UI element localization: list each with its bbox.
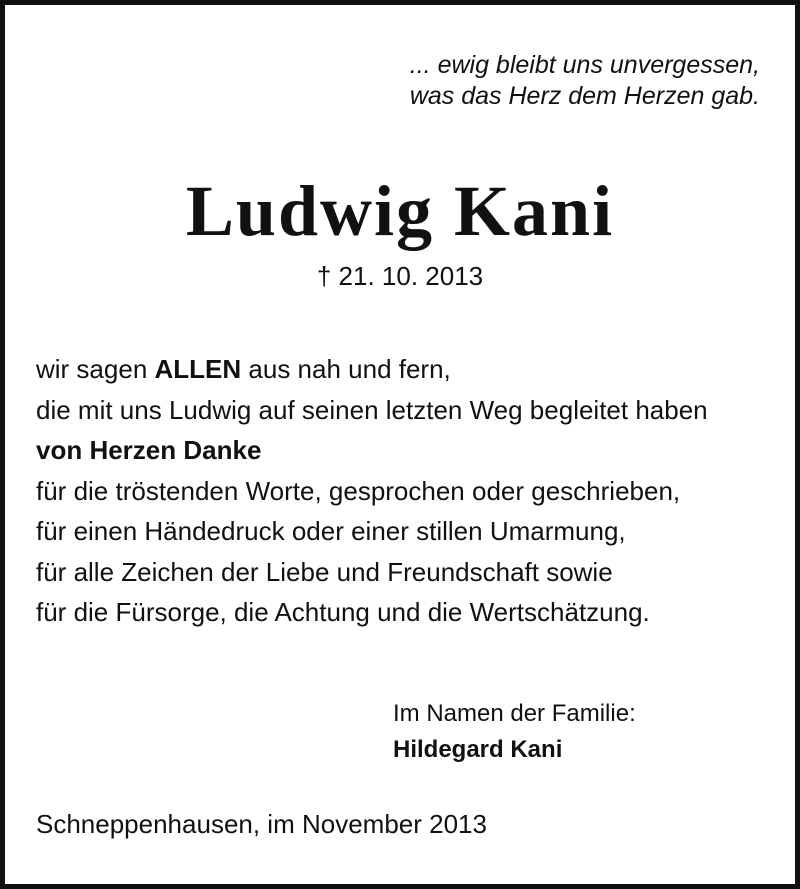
place-date: Schneppenhausen, im November 2013: [36, 809, 487, 839]
body-line-2: die mit uns Ludwig auf seinen letzten Weg begleitet haben: [36, 394, 708, 425]
body-line-1-post: aus nah und fern,: [241, 354, 451, 384]
deceased-name: Ludwig Kani: [185, 171, 615, 251]
body-line-3: von Herzen Danke: [36, 435, 262, 465]
signature-name: Hildegard Kani: [393, 736, 563, 763]
body-line-7: für die Fürsorge, die Achtung und die Wertschätzung.: [36, 597, 650, 627]
motto-line-1: ... ewig bleibt uns unvergessen,: [409, 51, 760, 79]
body-line-1-pre: wir sagen: [36, 354, 155, 384]
motto-line-2: was das Herz dem Herzen gab.: [409, 82, 760, 110]
body-line-1-bold: ALLEN: [154, 354, 242, 384]
motto-quote: [410, 50, 760, 112]
thank-you-text: [36, 349, 708, 633]
signature-intro: Im Namen der Familie:: [393, 700, 636, 727]
body-line-6: für alle Zeichen der Liebe und Freundschaft sowie: [36, 556, 613, 587]
death-date: † 21. 10. 2013: [316, 261, 484, 291]
body-line-4: für die tröstenden Worte, gesprochen oder geschrieben,: [36, 475, 681, 506]
body-line-5: für einen Händedruck oder einer stillen Umarmung,: [36, 516, 626, 546]
signature-block: [393, 696, 636, 768]
body-line-1: [36, 349, 708, 390]
